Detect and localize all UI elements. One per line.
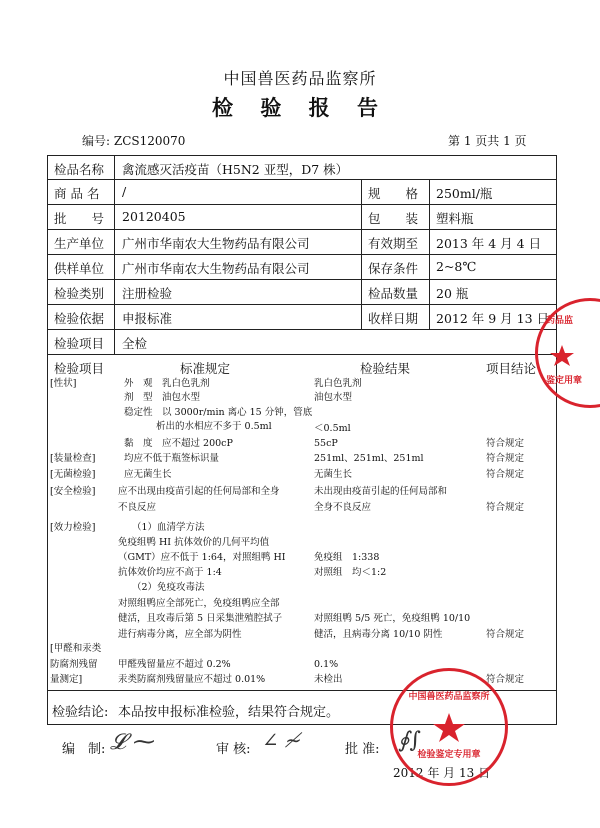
std-line: 稳定性 以 3000r/min 离心 15 分钟，管底 (124, 407, 313, 418)
quantity-value: 20 瓶 (436, 286, 469, 301)
report-number (82, 132, 185, 149)
item-fill-volume: [装量检查] (50, 453, 96, 464)
res-line: 0.1% (314, 659, 339, 670)
std-line: 免疫组鸭 HI 抗体效价的几何平均值 (118, 537, 270, 548)
report-number-label: 编号: (82, 134, 111, 148)
expiry-value: 2013 年 4 月 4 日 (436, 236, 542, 251)
package-value: 塑料瓶 (436, 211, 474, 226)
conclusion-line: 符合规定 (486, 674, 525, 685)
std-line: 汞类防腐剂残留量应不超过 0.01% (118, 674, 266, 685)
received-value: 2012 年 9 月 13 日 (436, 311, 550, 326)
expiry-label: 有效期至 (368, 236, 419, 251)
received-label: 收样日期 (368, 311, 419, 326)
report-date: 2012 年 月 13 日 (393, 766, 491, 780)
std-line: 健活，且攻毒后第 5 日采集泄殖腔拭子 (118, 613, 283, 624)
reviewer-signature: ∠ ≁ (262, 728, 302, 752)
page-info: 第 1 页共 1 页 (448, 134, 527, 148)
test-type-label: 检验类别 (54, 286, 105, 301)
side-seal-text: 药品监 (546, 316, 574, 326)
item-safety: [安全检验] (50, 486, 96, 497)
res-line: 对照组 均＜1:2 (314, 567, 387, 578)
batch-label: 批 号 (54, 211, 105, 226)
res-line: 无菌生长 (314, 469, 353, 480)
reviewer-label: 审 核: (216, 742, 251, 757)
items-label: 检验项目 (54, 336, 105, 351)
std-line: 外 观 乳白色乳剂 (124, 378, 210, 389)
res-line: 免疫组 1:338 (314, 552, 380, 563)
manufacturer-label: 生产单位 (54, 236, 105, 251)
res-line: 未出现由疫苗引起的任何局部和 (314, 486, 448, 497)
report-number-value: ZCS120070 (113, 134, 186, 148)
item-residues-3: 量测定] (50, 674, 83, 685)
basis-label: 检验依据 (54, 311, 105, 326)
col-header-item: 检验项目 (54, 361, 105, 376)
package-label: 包 装 (368, 211, 419, 226)
test-type-value: 注册检验 (122, 286, 173, 301)
col-header-conclusion: 项目结论 (486, 361, 537, 376)
report-title: 检 验 报 告 (212, 95, 388, 120)
seal-text: 中国兽医药品监察所 (408, 692, 490, 702)
std-line: 甲醛残留量应不超过 0.2% (118, 659, 231, 670)
seal-graphic (393, 671, 505, 783)
std-line: 应无菌生长 (124, 469, 172, 480)
col-header-result: 检验结果 (360, 361, 411, 376)
item-appearance: [性状] (50, 378, 77, 389)
conclusion-line: 符合规定 (486, 438, 525, 449)
manufacturer-value: 广州市华南农大生物药品有限公司 (122, 236, 310, 251)
res-line: 未检出 (314, 674, 343, 685)
side-seal (535, 298, 600, 408)
storage-value: 2~8℃ (436, 259, 477, 274)
std-line: （GMT）应不低于 1:64，对照组鸭 HI (118, 552, 286, 563)
quantity-label: 检品数量 (368, 286, 419, 301)
spec-label: 规 格 (368, 186, 419, 201)
approver-label: 批 准: (345, 742, 380, 757)
report-table (47, 155, 557, 725)
std-line: 黏 度 应不超过 200cP (124, 438, 233, 449)
res-line: 油包水型 (314, 392, 353, 403)
item-sterility: [无菌检验] (50, 469, 96, 480)
trade-name-value: / (122, 184, 127, 199)
product-name-value: 禽流感灭活疫苗（H5N2 亚型，D7 株） (122, 162, 349, 177)
side-seal-subtext: 鉴定用章 (546, 376, 583, 386)
conclusion-line: 符合规定 (486, 453, 525, 464)
col-header-standard: 标准规定 (180, 361, 231, 376)
spec-value: 250ml/瓶 (436, 186, 493, 201)
res-line: 健活，且病毒分离 10/10 阴性 (314, 629, 443, 640)
std-line: 析出的水相应不多于 0.5ml (156, 421, 272, 432)
institute-name: 中国兽医药品监察所 (223, 69, 377, 88)
std-line: 抗体效价均应不高于 1:4 (118, 567, 222, 578)
res-line: ＜0.5ml (314, 423, 351, 434)
std-line: （2）免疫攻毒法 (132, 582, 205, 593)
std-line: 剂 型 油包水型 (124, 392, 201, 403)
product-name-label: 检品名称 (54, 162, 105, 177)
res-line: 251ml、251ml、251ml (314, 453, 424, 464)
item-potency: [效力检验] (50, 522, 96, 533)
res-line: 乳白色乳剂 (314, 378, 362, 389)
conclusion-line: 符合规定 (486, 469, 525, 480)
std-line: （1）血清学方法 (132, 522, 205, 533)
items-value: 全检 (122, 336, 148, 351)
std-line: 应不出现由疫苗引起的任何局部和全身 (118, 486, 280, 497)
storage-label: 保存条件 (368, 261, 419, 276)
conclusion-label: 检验结论: (52, 705, 109, 720)
item-residues: [甲醛和汞类 (50, 643, 102, 654)
std-line: 进行病毒分离，应全部为阴性 (118, 629, 242, 640)
supplier-label: 供样单位 (54, 261, 105, 276)
approver-signature: ∮∫ (398, 728, 421, 753)
supplier-value: 广州市华南农大生物药品有限公司 (122, 261, 310, 276)
batch-value: 20120405 (122, 209, 186, 224)
conclusion-line: 符合规定 (486, 629, 525, 640)
res-line: 对照组鸭 5/5 死亡，免疫组鸭 10/10 (314, 613, 471, 624)
conclusion-line: 符合规定 (486, 502, 525, 513)
std-line: 对照组鸭应全部死亡，免疫组鸭应全部 (118, 598, 280, 609)
std-line: 均应不低于瓶签标识量 (124, 453, 220, 464)
res-line: 55cP (314, 438, 338, 449)
std-line: 不良反应 (118, 502, 157, 513)
trade-name-label: 商 品 名 (54, 186, 100, 201)
compiler-label: 编 制: (62, 742, 106, 757)
res-line: 全身不良反应 (314, 502, 372, 513)
item-residues-2: 防腐剂残留 (50, 659, 98, 670)
conclusion-text: 本品按申报标准检验，结果符合规定。 (118, 705, 340, 720)
official-seal (390, 668, 508, 786)
basis-value: 申报标准 (122, 311, 173, 326)
compiler-signature: 𝓛 ⁓ (110, 730, 155, 755)
seal-subtext: 检验鉴定专用章 (417, 750, 481, 760)
